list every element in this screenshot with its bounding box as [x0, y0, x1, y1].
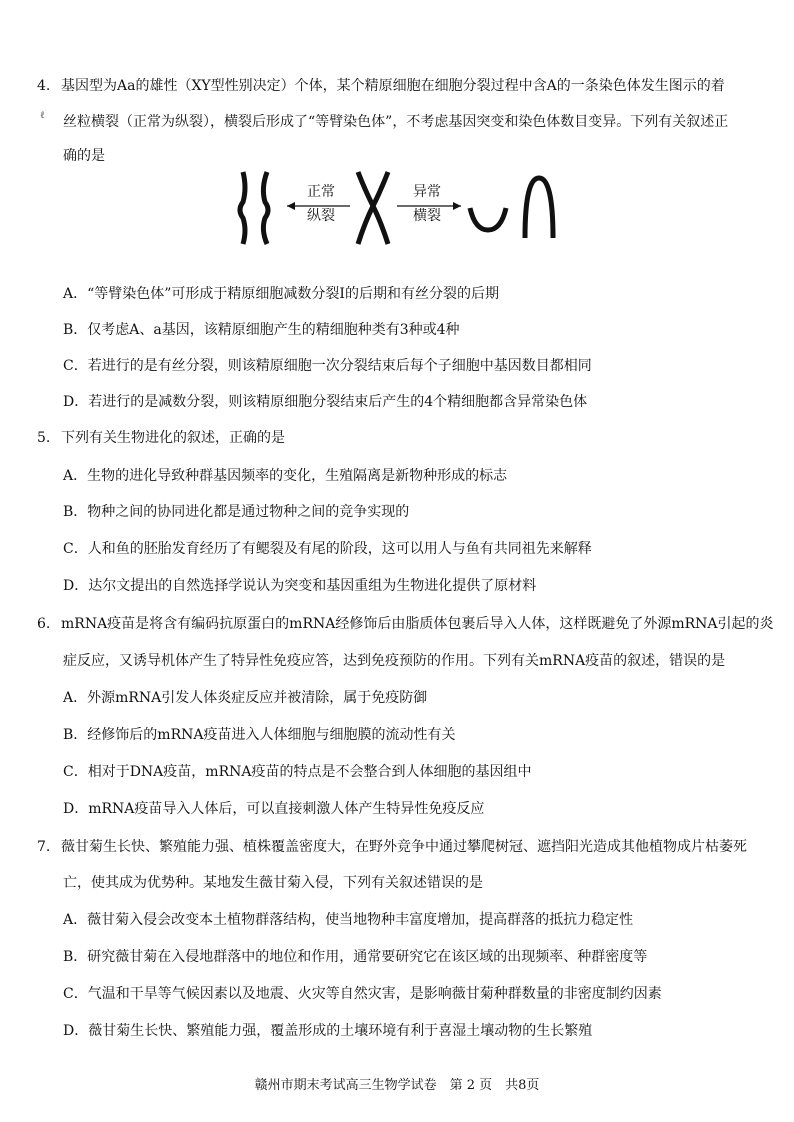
label-abnormal: 异常 — [413, 184, 441, 200]
q7-line-1 — [37, 837, 747, 857]
q5-option-b: B．物种之间的协同进化都是通过物种之间的竞争实现的 — [63, 504, 410, 520]
q4-option-b: B．仅考虑A、a基因，该精原细胞产生的精细胞种类有3种或4种 — [63, 322, 460, 338]
q7-option-b: B．研究薇甘菊在入侵地群落中的地位和作用，通常要研究它在该区域的出现频率、种群密度等 — [63, 949, 648, 965]
page-footer: 赣州市期末考试高三生物学试卷 第 2 页 共8页 — [254, 1078, 540, 1093]
label-transverse: 横裂 — [413, 208, 441, 224]
q5-option-c: C．人和鱼的胚胎发育经历了有鳃裂及有尾的阶段，这可以用人与鱼有共同祖先来解释 — [63, 541, 592, 557]
q4-option-a: A．“等臂染色体”可形成于精原细胞减数分裂Ⅰ的后期和有丝分裂的后期 — [63, 286, 499, 302]
q7-option-c: C．气温和干旱等气候因素以及地震、火灾等自然灾害，是影响薇甘菊种群数量的非密度制约因素 — [63, 986, 662, 1002]
isochromosome-n — [525, 178, 553, 238]
arrow-right-head — [453, 202, 461, 210]
q5-stem-1: 下列有关生物进化的叙述，正确的是 — [61, 430, 285, 446]
q4-stem-1: 基因型为Aa的雄性（XY型性别决定）个体，某个精原细胞在细胞分裂过程中含A的一条染色体发生图示的着 — [61, 78, 725, 94]
q4-option-d: D．若进行的是减数分裂，则该精原细胞分裂结束后产生的4个精细胞都含异常染色体 — [63, 394, 588, 410]
q7-option-a: A．薇甘菊入侵会改变本土植物群落结构，使当地物种丰富度增加，提高群落的抵抗力稳定性 — [63, 912, 634, 928]
q4-stem-3: 确的是 — [63, 148, 105, 164]
chromosome-figure — [225, 168, 565, 248]
q5-option-a: A．生物的进化导致种群基因频率的变化，生殖隔离是新物种形成的标志 — [63, 468, 508, 484]
q4-option-c: C．若进行的是有丝分裂，则该精原细胞一次分裂结束后每个子细胞中基因数目都相同 — [63, 358, 592, 374]
q5-line-1 — [37, 428, 285, 448]
q6-option-a: A．外源mRNA引发人体炎症反应并被清除，属于免疫防御 — [63, 690, 428, 706]
q6-option-b: B．经修饰后的mRNA疫苗进入人体细胞与细胞膜的流动性有关 — [63, 727, 456, 743]
q6-number: 6. — [37, 616, 51, 632]
q6-line-1 — [37, 614, 774, 634]
arrow-left-head — [287, 202, 295, 210]
q4-line-1 — [37, 76, 725, 96]
q7-stem-1: 薇甘菊生长快、繁殖能力强、植株覆盖密度大，在野外竞争中通过攀爬树冠、遮挡阳光造成其他植物成片枯萎死 — [61, 839, 747, 855]
scan-mark: ℓ — [40, 110, 45, 121]
left-chromatid-1 — [240, 172, 245, 244]
chromosome-diagram — [225, 168, 565, 248]
q6-stem-1: mRNA疫苗是将含有编码抗原蛋白的mRNA经修饰后由脂质体包裹后导入人体，这样既避免了外源mRNA引起的炎 — [61, 616, 774, 632]
isochromosome-u — [470, 208, 506, 230]
q7-stem-2: 亡，使其成为优势种。某地发生薇甘菊入侵，下列有关叙述错误的是 — [63, 875, 483, 891]
q7-number: 7. — [37, 839, 51, 855]
q5-number: 5. — [37, 430, 51, 446]
q6-option-c: C．相对于DNA疫苗，mRNA疫苗的特点是不会整合到人体细胞的基因组中 — [63, 764, 532, 780]
q6-stem-2: 症反应，又诱导机体产生了特异性免疫应答，达到免疫预防的作用。下列有关mRNA疫苗的叙述，错误的是 — [63, 653, 726, 669]
q4-stem-2: 丝粒横裂（正常为纵裂），横裂后形成了“等臂染色体”，不考虑基因突变和染色体数目变异。下列有关叙述正 — [63, 114, 729, 130]
q4-number: 4. — [37, 78, 51, 94]
left-chromatid-2 — [263, 172, 268, 244]
q6-option-d: D．mRNA疫苗导入人体后，可以直接刺激人体产生特异性免疫反应 — [63, 801, 485, 817]
q5-option-d: D．达尔文提出的自然选择学说认为突变和基因重组为生物进化提供了原材料 — [63, 578, 537, 594]
q7-option-d: D．薇甘菊生长快、繁殖能力强，覆盖形成的土壤环境有利于喜湿土壤动物的生长繁殖 — [63, 1023, 593, 1039]
label-longitudinal: 纵裂 — [307, 208, 335, 224]
label-normal: 正常 — [307, 184, 335, 200]
